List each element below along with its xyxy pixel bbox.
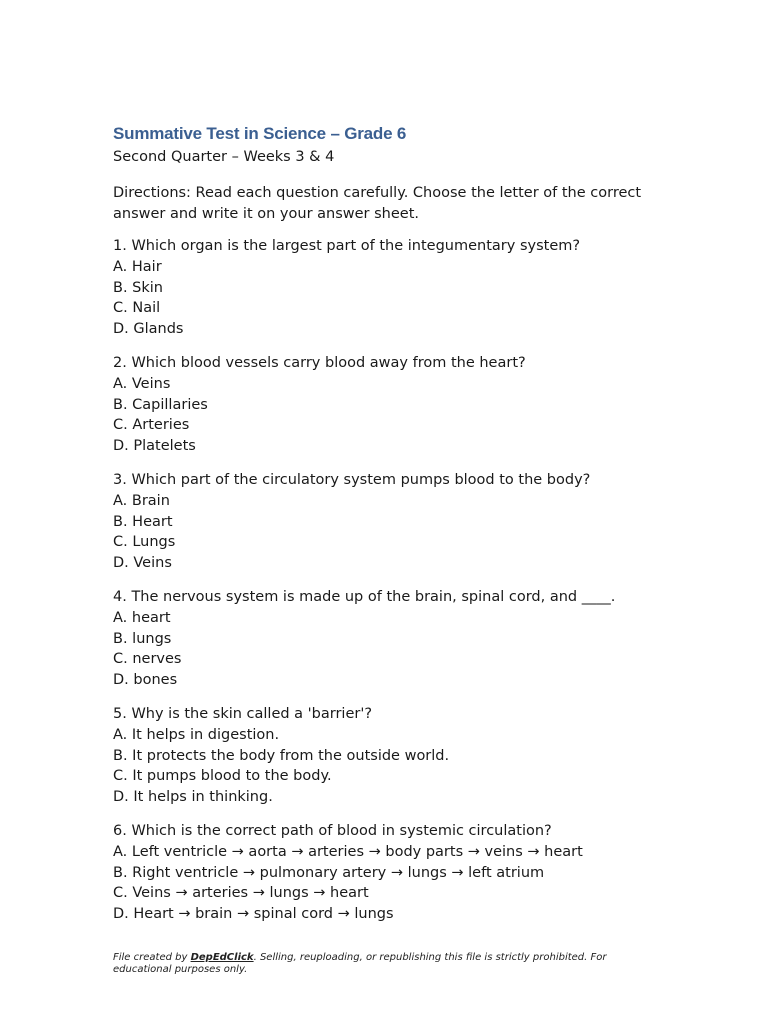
directions-text: Directions: Read each question carefully. Choose the letter of the correct answer and write it on your answer sheet. xyxy=(113,185,642,222)
question-list xyxy=(113,236,658,938)
question-1 xyxy=(113,236,658,353)
answer-choice: A. Hair xyxy=(113,258,162,275)
answer-choice: A. It helps in digestion. xyxy=(113,726,280,743)
answer-choice: C. Arteries xyxy=(113,417,190,434)
footer-prefix: File created by xyxy=(113,952,191,963)
question-text: 3. Which part of the circulatory system pumps blood to the body? xyxy=(113,472,591,488)
answer-choice: B. Heart xyxy=(113,513,173,530)
answer-choice: D. It helps in thinking. xyxy=(113,789,273,806)
question-text: 6. Which is the correct path of blood in systemic circulation? xyxy=(113,823,552,839)
answer-choice: D. Heart → brain → spinal cord → lungs xyxy=(113,906,394,923)
answer-choice: D. bones xyxy=(113,672,178,689)
answer-choice: C. Veins → arteries → lungs → heart xyxy=(113,885,369,902)
question-5 xyxy=(113,704,658,821)
answer-choice: D. Veins xyxy=(113,555,172,572)
answer-choice: B. It protects the body from the outside world. xyxy=(113,747,450,764)
answer-choice: B. lungs xyxy=(113,630,172,647)
answer-choice: C. It pumps blood to the body. xyxy=(113,768,332,785)
answer-choice: B. Skin xyxy=(113,279,163,296)
question-2 xyxy=(113,353,658,470)
question-text: 5. Why is the skin called a 'barrier'? xyxy=(113,706,373,722)
answer-choice: C. Lungs xyxy=(113,534,176,551)
question-text: 2. Which blood vessels carry blood away from the heart? xyxy=(113,355,526,371)
footer-suffix: . Selling, reuploading, or republishing this file is strictly prohibited. For educational purposes only. xyxy=(113,952,607,975)
footer-note xyxy=(113,952,633,976)
page-subtitle: Second Quarter – Weeks 3 & 4 xyxy=(113,149,335,165)
answer-choice: B. Capillaries xyxy=(113,396,208,413)
question-6 xyxy=(113,821,658,938)
answer-choice: D. Platelets xyxy=(113,438,196,455)
answer-choice: B. Right ventricle → pulmonary artery → lungs → left atrium xyxy=(113,864,545,881)
page-title: Summative Test in Science – Grade 6 xyxy=(113,124,407,143)
question-text: 4. The nervous system is made up of the brain, spinal cord, and ____. xyxy=(113,589,616,605)
question-4 xyxy=(113,587,658,704)
answer-choice: D. Glands xyxy=(113,321,184,338)
answer-choice: A. Veins xyxy=(113,375,171,392)
footer-brand: DepEdClick xyxy=(190,952,254,963)
answer-choice: A. Left ventricle → aorta → arteries → body parts → veins → heart xyxy=(113,843,583,860)
question-text: 1. Which organ is the largest part of the integumentary system? xyxy=(113,238,581,254)
answer-choice: A. Brain xyxy=(113,492,170,509)
question-3 xyxy=(113,470,658,587)
answer-choice: C. nerves xyxy=(113,651,182,668)
answer-choice: C. Nail xyxy=(113,300,161,317)
answer-choice: A. heart xyxy=(113,609,171,626)
